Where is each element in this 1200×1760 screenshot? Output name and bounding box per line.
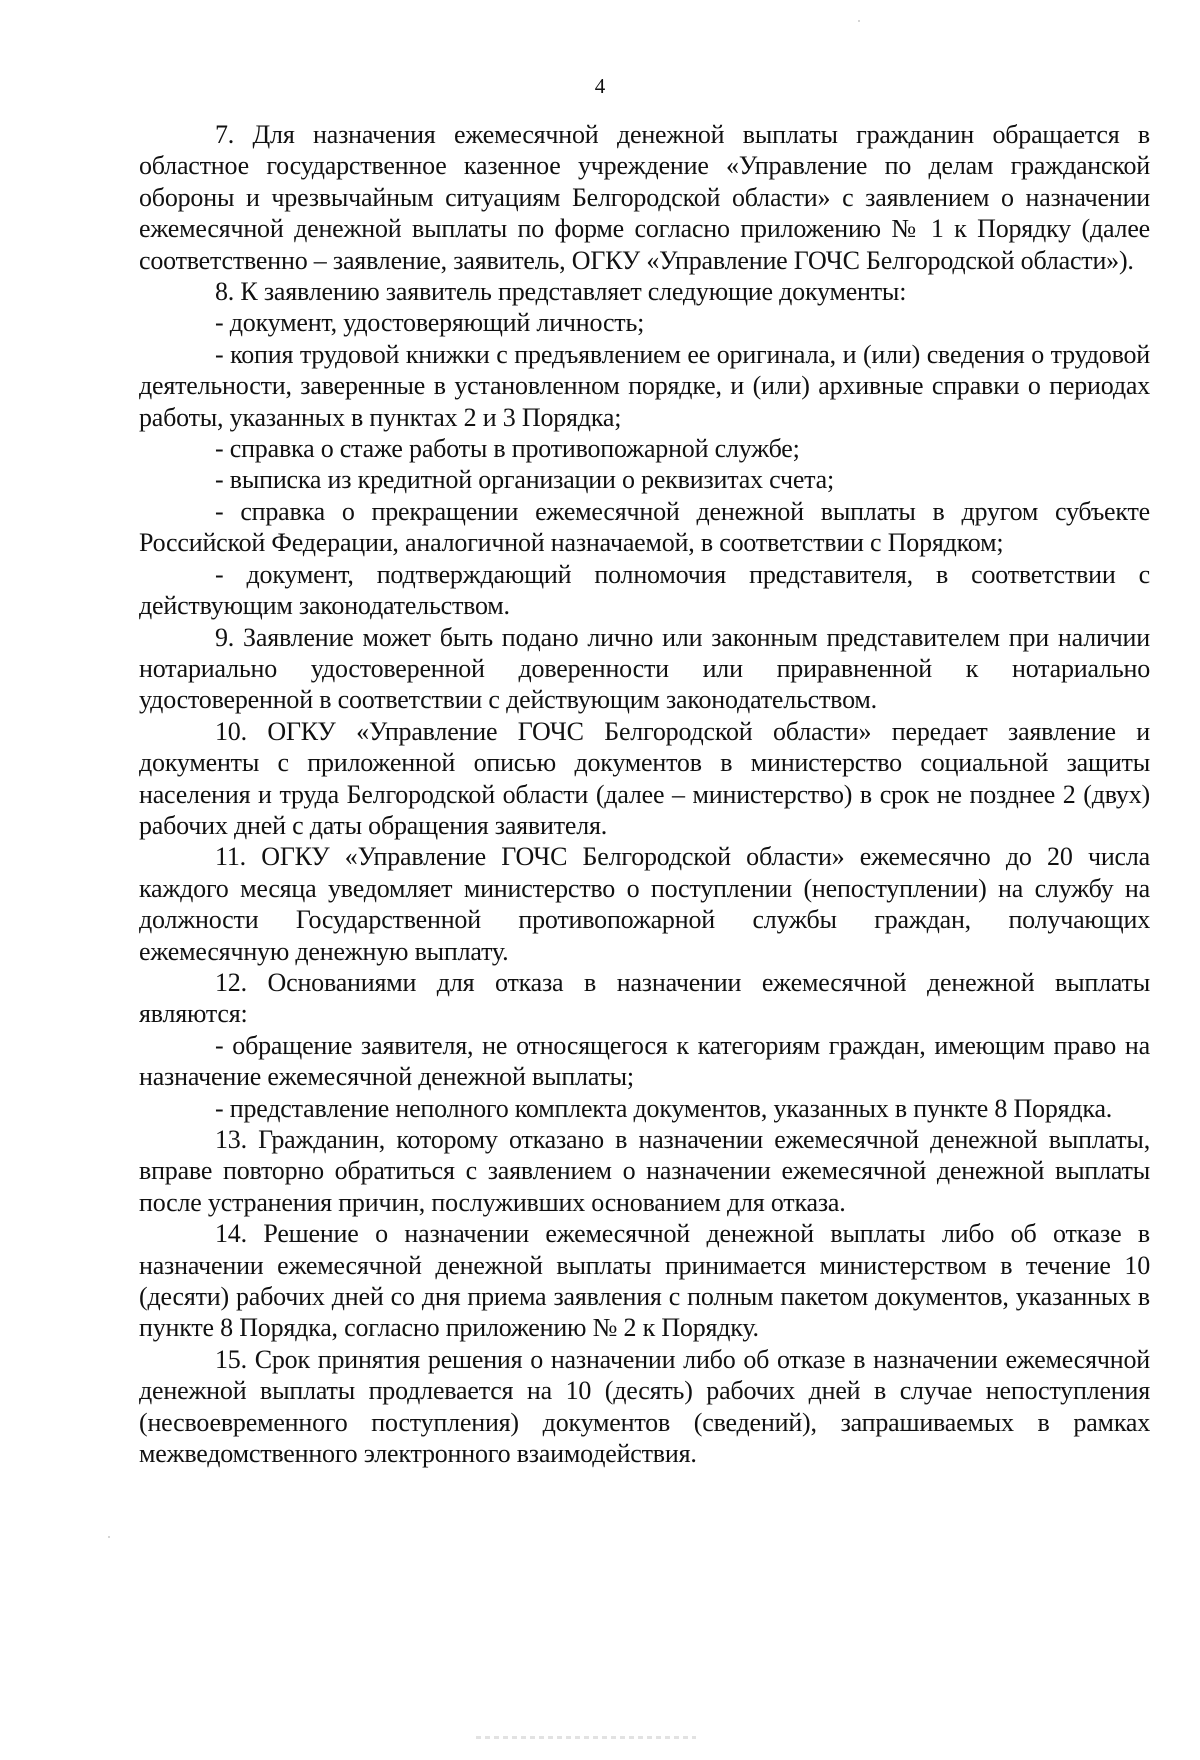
list-item-wrong-category: - обращение заявителя, не относящегося к категориям граждан, имеющим право на назначение ежемесячной денежной выплаты; bbox=[139, 1030, 1150, 1092]
paragraph-item-14: 14. Решение о назначении ежемесячной денежной выплаты либо об отказе в назначении ежемесячной денежной выплаты принимается министерством в течение 10 (десяти) рабочих дней со дня приема заявления с полным пакетом документов, указанных в пункте 8 Порядка, согласно приложению № 2 к Порядку. bbox=[139, 1219, 1150, 1343]
paragraph-item-10: 10. ОГКУ «Управление ГОЧС Белгородской области» передает заявление и документы с приложенной описью документов в министерство социальной защиты населения и труда Белгородской области (далее – министерство) в срок не позднее 2 (двух) рабочих дней с даты обращения заявителя. bbox=[139, 716, 1150, 840]
page-number: 4 bbox=[594, 74, 606, 98]
scan-artifact bbox=[476, 1736, 696, 1739]
list-item-service-certificate: - справка о стаже работы в противопожарной службе; bbox=[215, 434, 800, 464]
list-item-work-book-copy: - копия трудовой книжки с предъявлением ее оригинала, и (или) сведения о трудовой деятельности, заверенные в установленном порядке, и (или) архивные справки о периодах работы, указанных в пунктах 2 и 3 Порядка; bbox=[139, 339, 1150, 432]
document-body bbox=[139, 119, 1150, 1469]
paragraph-item-7: 7. Для назначения ежемесячной денежной выплаты гражданин обращается в областное государственное казенное учреждение «Управление по делам гражданской обороны и чрезвычайным ситуациям Белгородской области» с заявлением о назначении ежемесячной денежной выплаты по форме согласно приложению № 1 к Порядку (далее соответственно – заявление, заявитель, ОГКУ «Управление ГОЧС Белгородской области»). bbox=[139, 120, 1150, 275]
paragraph-item-15: 15. Срок принятия решения о назначении либо об отказе в назначении ежемесячной денежной выплаты продлевается на 10 (десять) рабочих дней в случае непоступления (несвоевременного поступления) документов (сведений), запрашиваемых в рамках межведомственного электронного взаимодействия. bbox=[139, 1344, 1150, 1469]
list-item-representative-authority: - документ, подтверждающий полномочия представителя, в соответствии с действующим законодательством. bbox=[139, 559, 1150, 621]
scan-speck bbox=[108, 1536, 110, 1538]
paragraph-item-12: 12. Основаниями для отказа в назначении ежемесячной денежной выплаты являются: bbox=[139, 967, 1150, 1029]
scan-speck bbox=[858, 20, 860, 22]
list-item-bank-statement: - выписка из кредитной организации о реквизитах счета; bbox=[215, 465, 835, 495]
paragraph-item-8: 8. К заявлению заявитель представляет следующие документы: bbox=[215, 277, 907, 307]
paragraph-item-11: 11. ОГКУ «Управление ГОЧС Белгородской области» ежемесячно до 20 числа каждого месяца уведомляет министерство о поступлении (непоступлении) на службу на должности Государственной противопожарной службы граждан, получающих ежемесячную денежную выплату. bbox=[139, 842, 1150, 966]
list-item-identity-document: - документ, удостоверяющий личность; bbox=[215, 308, 645, 338]
list-item-incomplete-documents: - представление неполного комплекта документов, указанных в пункте 8 Порядка. bbox=[215, 1093, 1113, 1123]
paragraph-item-13: 13. Гражданин, которому отказано в назначении ежемесячной денежной выплаты, вправе повторно обратиться с заявлением о назначении ежемесячной денежной выплаты после устранения причин, послуживших основанием для отказа. bbox=[139, 1125, 1150, 1217]
list-item-termination-certificate: - справка о прекращении ежемесячной денежной выплаты в другом субъекте Российской Федерации, аналогичной назначаемой, в соответствии с Порядком; bbox=[139, 496, 1150, 558]
paragraph-item-9: 9. Заявление может быть подано лично или законным представителем при наличии нотариально удостоверенной доверенности или приравненной к нотариально удостоверенной в соответствии с действующим законодательством. bbox=[139, 622, 1150, 715]
